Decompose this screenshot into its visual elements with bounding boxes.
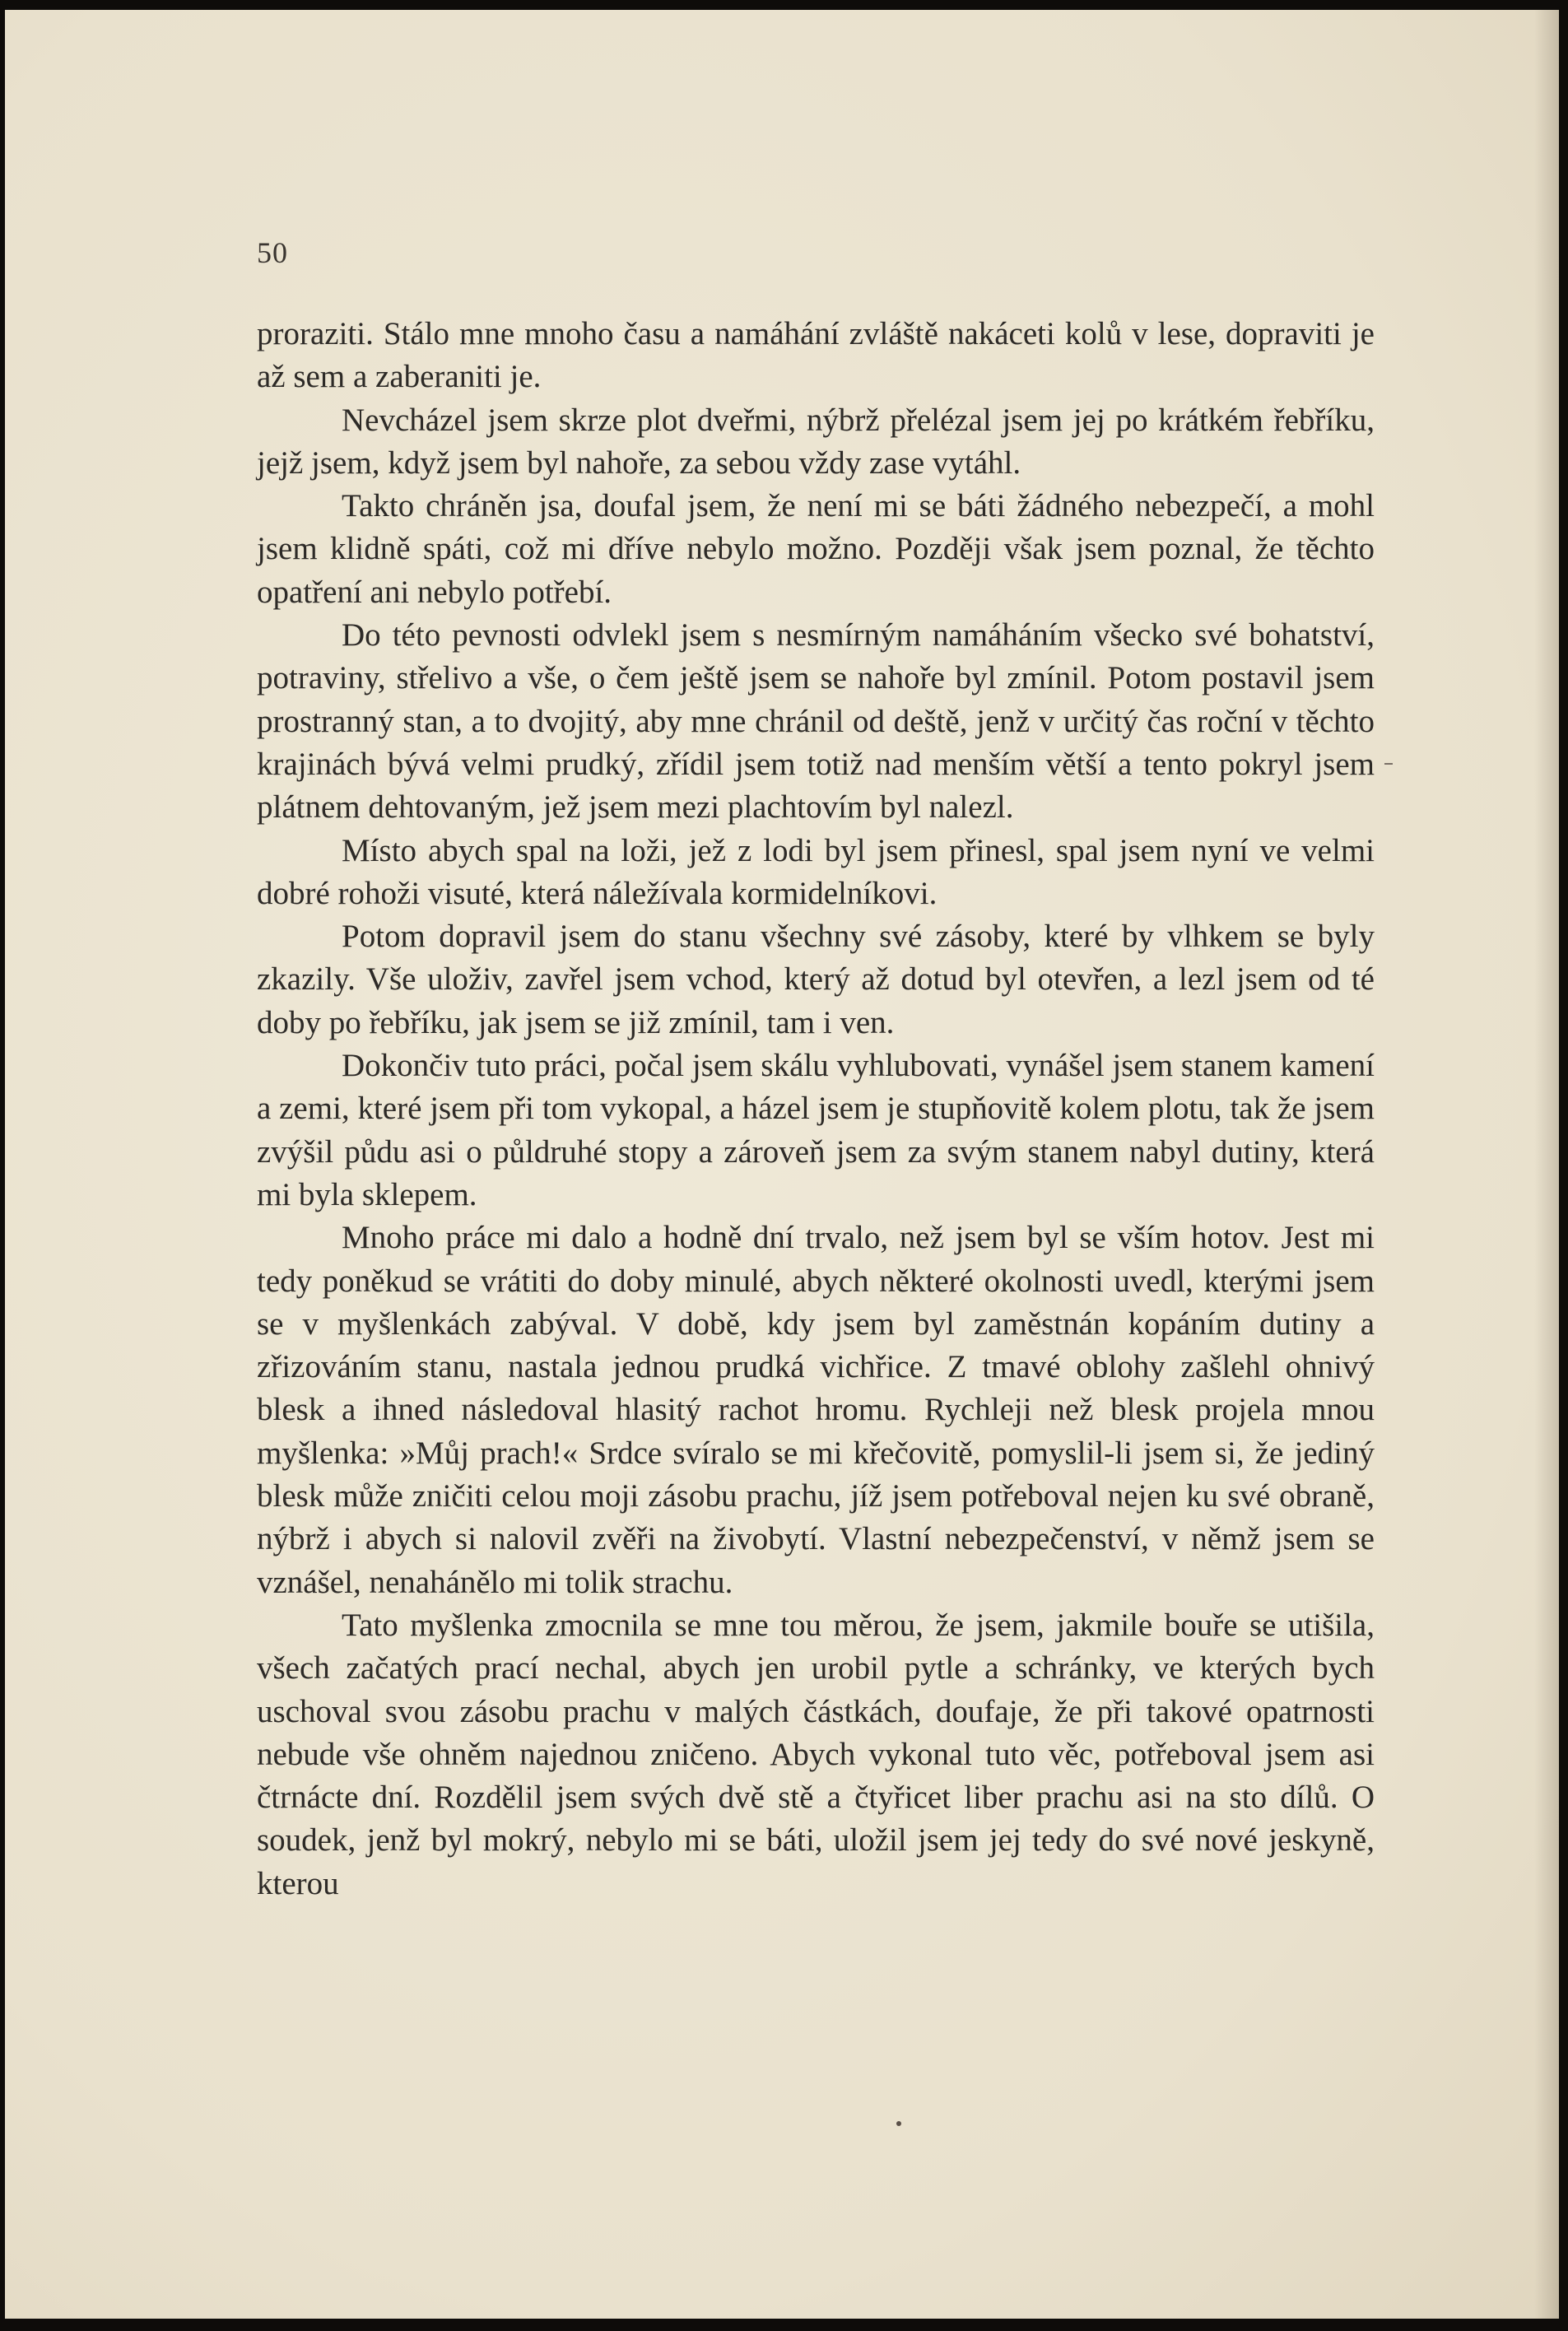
paragraph-6: Potom dopravil jsem do stanu všechny své zásoby, které by vlhkem se byly zkazily. Vše uloživ, zavřel jsem vchod, který až dotud byl otevřen, a lezl jsem od té doby po řebříku, jak jsem se již zmínil, tam i ven.	[257, 919, 1375, 1040]
body-text	[257, 313, 1375, 1905]
paragraph-7: Dokončiv tuto práci, počal jsem skálu vyhlubovati, vynášel jsem stanem kamení a zemi, které jsem při tom vykopal, a házel jsem je stupňovitě kolem plotu, tak že jsem zvýšil půdu asi o půldruhé stopy a zároveň jsem za svým stanem nabyl dutiny, která mi byla sklepem.	[257, 1048, 1375, 1212]
paragraph-3: Takto chráněn jsa, doufal jsem, že není mi se báti žádného nebezpečí, a mohl jsem klidně spáti, což mi dříve nebylo možno. Později však jsem poznal, že těchto opatření ani nebylo potřebí.	[257, 488, 1375, 610]
paragraph-1: proraziti. Stálo mne mnoho času a namáhání zvláště nakáceti kolů v lese, dopraviti je až sem a zaberaniti je.	[257, 316, 1375, 395]
page-speck	[896, 2121, 901, 2126]
margin-mark	[1384, 763, 1393, 765]
paragraph-5: Místo abych spal na loži, jež z lodi byl jsem přinesl, spal jsem nyní ve velmi dobré rohoži visuté, která náležívala kormidelníkovi.	[257, 832, 1375, 911]
page-edge-shadow	[1534, 10, 1559, 2319]
paragraph-9: Tato myšlenka zmocnila se mne tou měrou, že jsem, jakmile bouře se utišila, všech začatých prací nechal, abych jen urobil pytle a schránky, ve kterých bych uschoval svou zásobu prachu v malých částkách, doufaje, že při takové opatrnosti nebude vše ohněm najednou zničeno. Abych vykonal tuto věc, potřeboval jsem asi čtrnácte dní. Rozdělil jsem svých dvě stě a čtyřicet liber prachu asi na sto dílů. O soudek, jenž byl mokrý, nebylo mi se báti, uložil jsem jej tedy do své nové jeskyně, kterou	[257, 1607, 1375, 1901]
paragraph-8: Mnoho práce mi dalo a hodně dní trvalo, než jsem byl se vším hotov. Jest mi tedy poněkud se vrátiti do doby minulé, abych některé okolnosti uvedl, kterými jsem se v myšlenkách zabýval. V době, kdy jsem byl zaměstnán kopáním dutiny a zřizováním stanu, nastala jednou prudká vichřice. Z tmavé oblohy zašlehl ohnivý blesk a ihned následoval hlasitý rachot hromu. Rychleji než blesk projela mnou myšlenka: »Můj prach!« Srdce svíralo se mi křečovitě, pomyslil-li jsem si, že jediný blesk může zničiti celou moji zásobu prachu, jíž jsem potřeboval nejen ku své obraně, nýbrž i abych si nalovil zvěři na živobytí. Vlastní nebezpečenství, v němž jsem se vznášel, nenahánělo mi tolik strachu.	[257, 1220, 1375, 1600]
paragraph-4: Do této pevnosti odvlekl jsem s nesmírným namáháním všecko své bohatství, potraviny, střelivo a vše, o čem ještě jsem se nahoře byl zmínil. Potom postavil jsem prostranný stan, a to dvojitý, aby mne chránil od deště, jenž v určitý čas roční v těchto krajinách bývá velmi prudký, zřídil jsem totiž nad menším větší a tento pokryl jsem plátnem dehtovaným, jež jsem mezi plachtovím byl nalezl.	[257, 617, 1375, 826]
book-page	[5, 10, 1559, 2319]
paragraph-2: Nevcházel jsem skrze plot dveřmi, nýbrž přelézal jsem jej po krátkém řebříku, jejž jsem, když jsem byl nahoře, za sebou vždy zase vytáhl.	[257, 402, 1375, 481]
page-number: 50	[257, 236, 288, 269]
